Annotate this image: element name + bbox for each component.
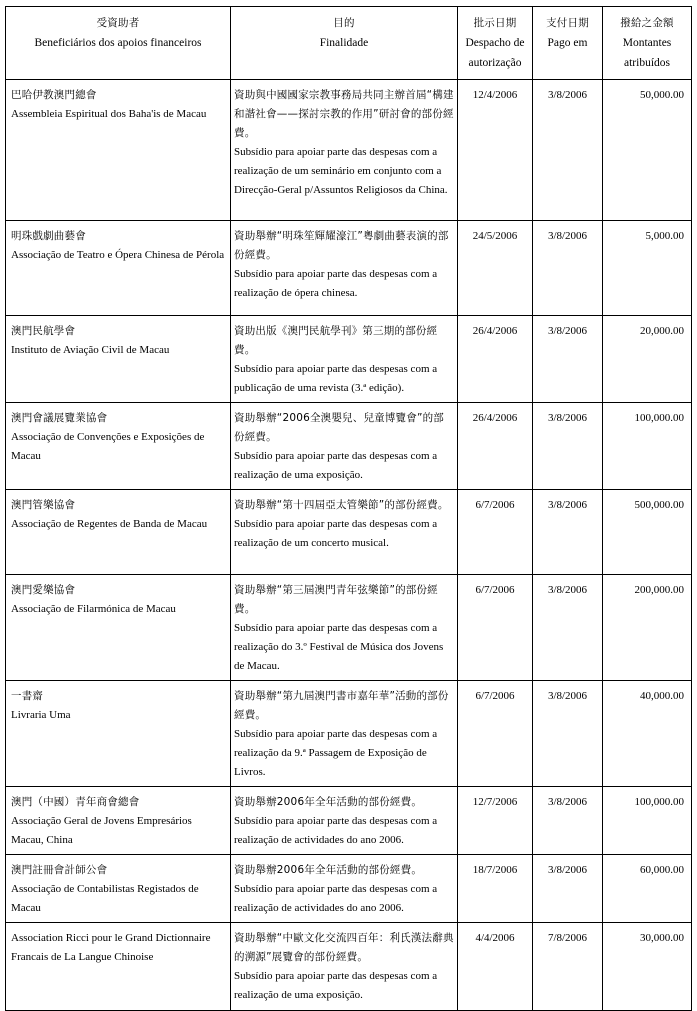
purpose-zh: 資助舉辦“中歐文化交流四百年：利氏漢法辭典的溯源”展覽會的部份經費。	[234, 932, 454, 963]
payment-date: 3/8/2006	[533, 787, 603, 855]
header-paid	[533, 7, 603, 80]
purpose-zh: 資助舉辦2006年全年活動的部份經費。	[234, 796, 423, 808]
authorization-date: 4/4/2006	[458, 923, 533, 1011]
header-purpose-zh: 目的	[333, 17, 355, 29]
purpose-pt: Subsídio para apoiar parte das despesas com a realização de um seminário em conjunto com a Direcção-Geral p/Assuntos Religiosos da China.	[234, 146, 448, 196]
purpose-zh: 資助舉辦“第三屆澳門青年弦樂節”的部份經費。	[234, 584, 438, 615]
beneficiary-name-zh: 澳門管樂協會	[11, 499, 76, 511]
beneficiary-name-zh: 一書齋	[11, 690, 44, 702]
beneficiary-cell	[6, 403, 231, 490]
purpose-pt: Subsídio para apoiar parte das despesas com a realização de uma exposição.	[234, 450, 438, 481]
table-row	[6, 575, 692, 681]
beneficiary-name-pt: Instituto de Aviação Civil de Macau	[11, 344, 170, 356]
payment-date: 3/8/2006	[533, 575, 603, 681]
amount: 60,000.00	[603, 855, 692, 923]
table-header-row	[6, 7, 692, 80]
table-row	[6, 80, 692, 221]
beneficiary-name-zh: 澳門愛樂協會	[11, 584, 76, 596]
amount: 50,000.00	[603, 80, 692, 221]
amount: 100,000.00	[603, 787, 692, 855]
authorization-date: 26/4/2006	[458, 403, 533, 490]
grants-table	[5, 6, 692, 1011]
amount: 200,000.00	[603, 575, 692, 681]
purpose-zh: 資助舉辦“第十四屆亞太管樂節”的部份經費。	[234, 499, 449, 511]
beneficiary-name-zh: 澳門（中國）青年商會總會	[11, 796, 140, 808]
beneficiary-cell	[6, 681, 231, 787]
authorization-date: 12/7/2006	[458, 787, 533, 855]
payment-date: 3/8/2006	[533, 681, 603, 787]
purpose-pt: Subsídio para apoiar parte das despesas com a realização de actividades do ano 2006.	[234, 815, 438, 846]
header-beneficiary	[6, 7, 231, 80]
beneficiary-name-pt: Associação de Convenções e Exposições de Macau	[11, 431, 205, 462]
header-authorization-pt1: Despacho de	[465, 37, 525, 49]
beneficiary-name-pt: Associação de Regentes de Banda de Macau	[11, 518, 208, 530]
beneficiary-cell	[6, 787, 231, 855]
header-amount-zh: 撥給之金額	[620, 17, 674, 29]
beneficiary-name-zh: 明珠戲劇曲藝會	[11, 230, 86, 242]
purpose-cell	[231, 787, 458, 855]
table-row	[6, 403, 692, 490]
payment-date: 7/8/2006	[533, 923, 603, 1011]
header-authorization-pt2: autorização	[468, 57, 522, 69]
purpose-zh: 資助與中國國家宗教事務局共同主辦首屆“構建和諧社會——探討宗教的作用”研討會的部份經費。	[234, 89, 454, 139]
payment-date: 3/8/2006	[533, 80, 603, 221]
beneficiary-name-zh: 澳門會議展覽業協會	[11, 412, 108, 424]
header-amount-pt2: atribuídos	[624, 57, 670, 69]
header-beneficiary-pt: Beneficiários dos apoios financeiros	[34, 37, 202, 49]
authorization-date: 18/7/2006	[458, 855, 533, 923]
authorization-date: 6/7/2006	[458, 490, 533, 575]
amount: 30,000.00	[603, 923, 692, 1011]
beneficiary-name-pt: Livraria Uma	[11, 709, 71, 721]
beneficiary-name-zh: 巴哈伊教澳門總會	[11, 89, 97, 101]
beneficiary-name-zh: 澳門註冊會計師公會	[11, 864, 108, 876]
header-beneficiary-zh: 受資助者	[96, 17, 140, 29]
purpose-pt: Subsídio para apoiar parte das despesas com a publicação de uma revista (3.ª edição).	[234, 363, 438, 394]
amount: 20,000.00	[603, 316, 692, 403]
header-purpose	[231, 7, 458, 80]
beneficiary-name-pt: Assembleia Espiritual dos Baha'is de Macau	[11, 108, 207, 120]
beneficiary-name-pt: Association Ricci pour le Grand Dictionnaire Francais de La Langue Chinoise	[11, 932, 211, 963]
beneficiary-name-pt: Associação de Teatro e Ópera Chinesa de Pérola	[11, 249, 225, 261]
table-row	[6, 221, 692, 316]
beneficiary-name-pt: Associação Geral de Jovens Empresários Macau, China	[11, 815, 192, 846]
table-row	[6, 787, 692, 855]
header-authorization-zh: 批示日期	[473, 17, 517, 29]
table-row	[6, 316, 692, 403]
purpose-zh: 資助出版《澳門民航學刊》第三期的部份經費。	[234, 325, 438, 356]
purpose-cell	[231, 221, 458, 316]
beneficiary-cell	[6, 221, 231, 316]
amount: 5,000.00	[603, 221, 692, 316]
purpose-cell	[231, 490, 458, 575]
purpose-cell	[231, 80, 458, 221]
beneficiary-name-zh: 澳門民航學會	[11, 325, 76, 337]
authorization-date: 24/5/2006	[458, 221, 533, 316]
beneficiary-name-pt: Associação de Contabilistas Registados de Macau	[11, 883, 199, 914]
payment-date: 3/8/2006	[533, 403, 603, 490]
header-purpose-pt: Finalidade	[319, 37, 369, 49]
purpose-pt: Subsídio para apoiar parte das despesas com a realização de ópera chinesa.	[234, 268, 438, 299]
purpose-pt: Subsídio para apoiar parte das despesas com a realização da 9.ª Passagem de Exposição de Livros.	[234, 728, 438, 778]
purpose-cell	[231, 316, 458, 403]
table-row	[6, 855, 692, 923]
table-row	[6, 490, 692, 575]
amount: 100,000.00	[603, 403, 692, 490]
purpose-cell	[231, 575, 458, 681]
purpose-zh: 資助舉辦“第九屆澳門書市嘉年華”活動的部份經費。	[234, 690, 449, 721]
purpose-cell	[231, 855, 458, 923]
authorization-date: 26/4/2006	[458, 316, 533, 403]
authorization-date: 12/4/2006	[458, 80, 533, 221]
purpose-cell	[231, 681, 458, 787]
payment-date: 3/8/2006	[533, 221, 603, 316]
purpose-cell	[231, 923, 458, 1011]
table-row	[6, 681, 692, 787]
beneficiary-cell	[6, 855, 231, 923]
payment-date: 3/8/2006	[533, 490, 603, 575]
header-authorization	[458, 7, 533, 80]
beneficiary-name-pt: Associação de Filarmónica de Macau	[11, 603, 176, 615]
purpose-cell	[231, 403, 458, 490]
purpose-pt: Subsídio para apoiar parte das despesas com a realização do 3.º Festival de Música dos Jovens de Macau.	[234, 622, 444, 672]
header-amount-pt1: Montantes	[622, 37, 672, 49]
purpose-zh: 資助舉辦“2006全澳嬰兒、兒童博覽會”的部份經費。	[234, 412, 445, 443]
header-paid-zh: 支付日期	[546, 17, 589, 29]
beneficiary-cell	[6, 316, 231, 403]
authorization-date: 6/7/2006	[458, 681, 533, 787]
amount: 40,000.00	[603, 681, 692, 787]
authorization-date: 6/7/2006	[458, 575, 533, 681]
purpose-pt: Subsídio para apoiar parte das despesas com a realização de uma exposição.	[234, 970, 438, 1001]
purpose-zh: 資助舉辦2006年全年活動的部份經費。	[234, 864, 423, 876]
header-amount	[603, 7, 692, 80]
purpose-pt: Subsídio para apoiar parte das despesas com a realização de um concerto musical.	[234, 518, 438, 549]
header-paid-pt: Pago em	[547, 37, 588, 49]
amount: 500,000.00	[603, 490, 692, 575]
beneficiary-cell	[6, 575, 231, 681]
payment-date: 3/8/2006	[533, 316, 603, 403]
beneficiary-cell	[6, 490, 231, 575]
payment-date: 3/8/2006	[533, 855, 603, 923]
beneficiary-cell	[6, 80, 231, 221]
table-row	[6, 923, 692, 1011]
beneficiary-cell	[6, 923, 231, 1011]
purpose-zh: 資助舉辦“明珠笙輝耀濠江”粵劇曲藝表演的部份經費。	[234, 230, 449, 261]
purpose-pt: Subsídio para apoiar parte das despesas com a realização de actividades do ano 2006.	[234, 883, 438, 914]
